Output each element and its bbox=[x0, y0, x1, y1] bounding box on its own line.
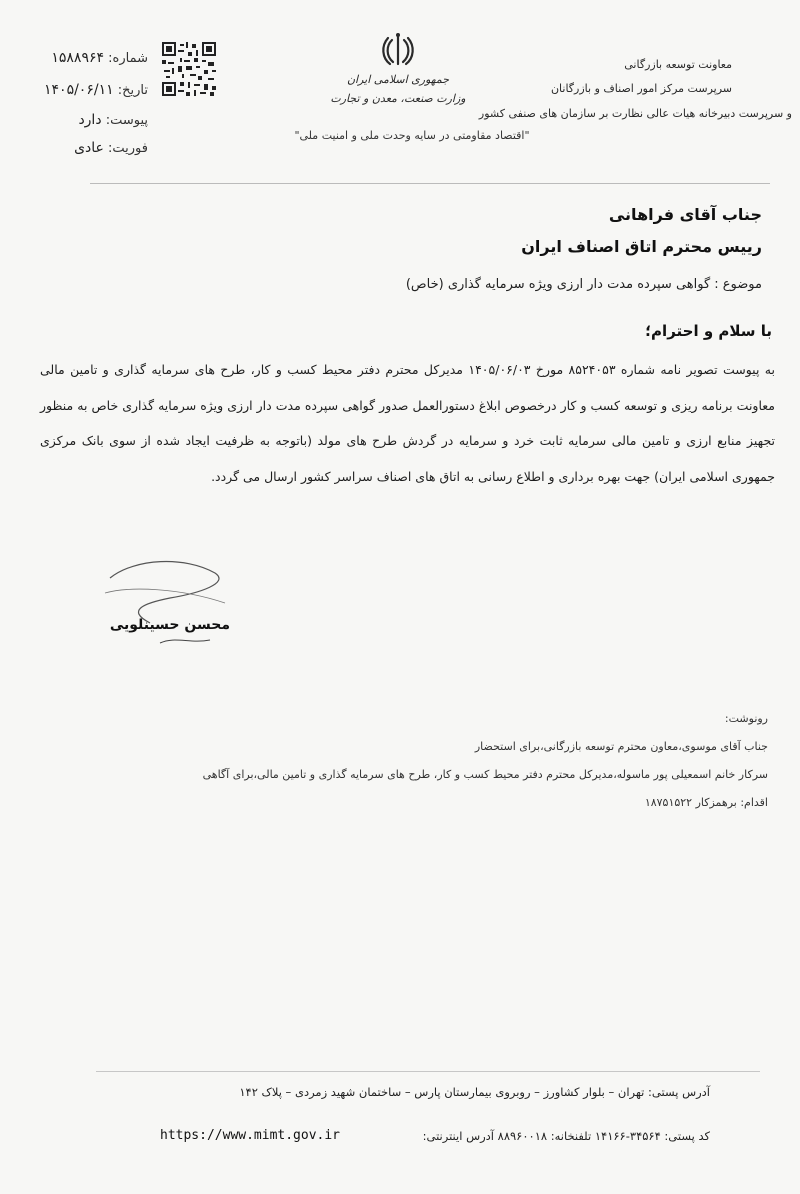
slogan: "اقتصاد مقاومتی در سایه وحدت ملی و امنیت ملی" bbox=[294, 129, 530, 142]
letter-body: به پیوست تصویر نامه شماره ۸۵۲۴۰۵۳ مورخ ۱۴۰۵/۰۶/۰۳ مدیرکل محترم دفتر محیط کسب و کار، طرح های سرمایه گذاری و تامین مالی معاونت برنامه ریزی و توسعه کسب و کار درخصوص ابلاغ دستورالعمل صدور گواهی سپرده مدت دار ارزی ویژه سرمایه گذاری خاص به منظور تجهیز منابع ارزی و تامین مالی سرمایه ثابت خرد و سرمایه در گردش طرح های مولد (باتوجه به ظرفیت ایجاد شده از سوی بانک مرکزی جمهوری اسلامی ایران) جهت بهره برداری و اطلاع رسانی به اتاق های اصناف سراسر کشور ارسال می گردد. bbox=[40, 362, 775, 484]
cc-line-action: اقدام: برهمزکار ۱۸۷۵۱۵۲۲ bbox=[644, 796, 768, 809]
org-line-center: سرپرست مرکز امور اصناف و بازرگانان bbox=[550, 82, 732, 95]
letter-attachment-row bbox=[40, 112, 148, 128]
org-line-secretariat: و سرپرست دبیرخانه هیات عالی نظارت بر سازمان های صنفی کشور bbox=[478, 107, 792, 120]
handwritten-signature-icon bbox=[90, 548, 240, 668]
footer-address: آدرس پستی: تهران – بلوار کشاورز – روبروی بیمارستان پارس – ساختمان شهید زمردی – پلاک ۱۴۲ bbox=[239, 1085, 710, 1099]
org-line-deputy: معاونت توسعه بازرگانی bbox=[624, 58, 732, 71]
emblem-caption-ministry: وزارت صنعت، معدن و تجارت bbox=[330, 92, 466, 105]
cc-line-deputy: جناب آقای موسوی،معاون محترم توسعه بازرگانی،برای استحضار bbox=[474, 740, 768, 753]
cc-title: رونوشت: bbox=[724, 712, 768, 725]
signer-name: محسن حسینلویی bbox=[109, 617, 230, 633]
priority-value: عادی bbox=[74, 140, 104, 156]
priority-label: فوریت: bbox=[108, 141, 148, 156]
iran-emblem-icon bbox=[378, 30, 418, 70]
cc-line-director: سرکار خانم اسمعیلی پور ماسوله،مدیرکل محترم دفتر محیط کسب و کار، طرح های سرمایه گذاری و تامین مالی،برای آگاهی bbox=[202, 768, 768, 781]
footer-website-link[interactable]: https://www.mimt.gov.ir bbox=[160, 1128, 341, 1143]
emblem-caption-republic: جمهوری اسلامی ایران bbox=[346, 73, 450, 86]
letter-number-row bbox=[40, 50, 148, 66]
header-divider bbox=[90, 183, 770, 184]
greeting: با سلام و احترام؛ bbox=[645, 322, 772, 340]
letter-subject: موضوع : گواهی سپرده مدت دار ارزی ویژه سرمایه گذاری (خاص) bbox=[405, 277, 762, 292]
recipient-name: جناب آقای فراهانی bbox=[608, 205, 762, 224]
footer-contact: کد پستی: ۳۴۵۶۴-۱۴۱۶۶ تلفنخانه: ۸۸۹۶۰۰۱۸ آدرس اینترنتی: bbox=[422, 1129, 710, 1143]
letter-priority-row bbox=[40, 140, 148, 156]
footer-divider bbox=[96, 1071, 760, 1072]
attachment-value: دارد bbox=[78, 112, 102, 128]
attachment-label: پیوست: bbox=[105, 113, 148, 128]
number-value: ۱۵۸۸۹۶۴ bbox=[51, 50, 105, 66]
number-label: شماره: bbox=[108, 51, 148, 66]
qr-code-icon bbox=[160, 40, 218, 98]
date-value: ۱۴۰۵/۰۶/۱۱ bbox=[44, 82, 114, 98]
letter-date-row bbox=[38, 82, 148, 98]
date-label: تاریخ: bbox=[117, 83, 148, 98]
recipient-title: رییس محترم اتاق اصناف ایران bbox=[521, 237, 762, 256]
